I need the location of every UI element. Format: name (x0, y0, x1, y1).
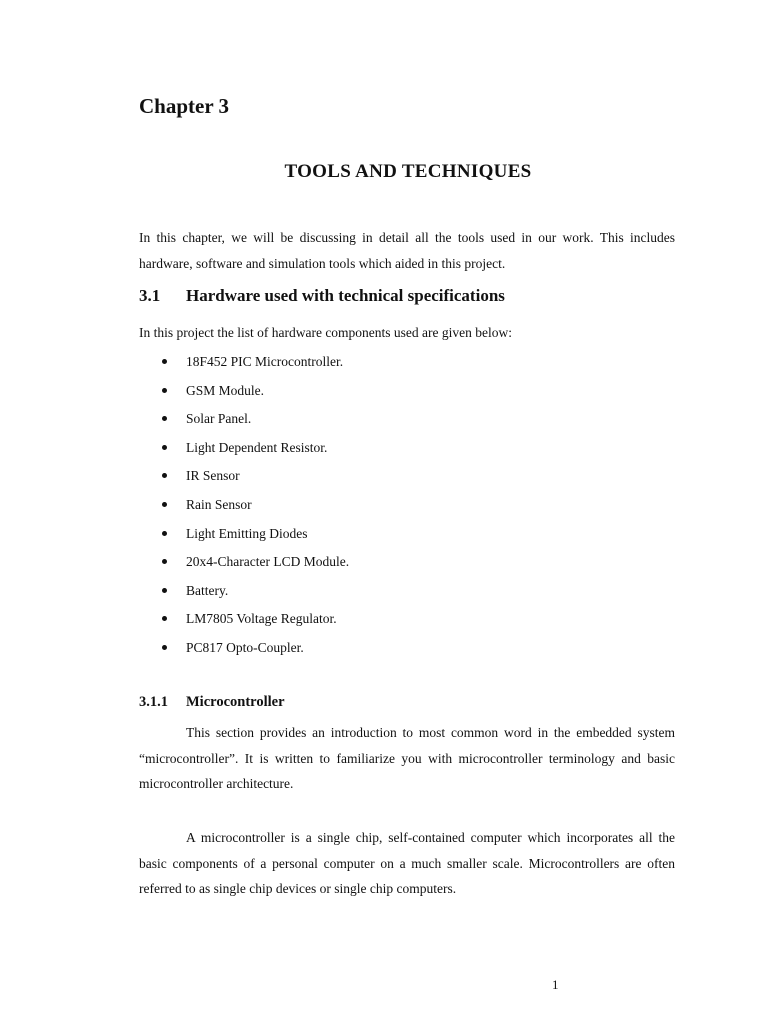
bullet-icon (162, 445, 167, 450)
subsection-title: Microcontroller (186, 694, 285, 710)
list-item (162, 436, 349, 465)
list-item (162, 407, 349, 436)
list-item-label: IR Sensor (186, 468, 240, 484)
microcontroller-paragraph-2: A microcontroller is a single chip, self-contained computer which incorporates all the basic components of a personal computer on a much smaller scale. Microcontrollers are often referred to as single chip devices or single chip computers. (139, 830, 675, 896)
list-item (162, 636, 349, 665)
list-item (162, 493, 349, 522)
bullet-icon (162, 616, 167, 621)
bullet-icon (162, 359, 167, 364)
list-item (162, 464, 349, 493)
section-number: 3.1 (139, 286, 161, 305)
list-item-label: LM7805 Voltage Regulator. (186, 611, 337, 627)
subsection-heading (139, 694, 285, 711)
bullet-icon (162, 388, 167, 393)
list-item (162, 350, 349, 379)
list-item-label: Solar Panel. (186, 411, 252, 427)
section-heading (139, 286, 505, 306)
list-item-label: Light Dependent Resistor. (186, 439, 328, 455)
microcontroller-paragraph-1: This section provides an introduction to most common word in the embedded system “microcontroller”. It is written to familiarize you with microcontroller terminology and basic microcontroller architecture. (139, 725, 675, 791)
bullet-icon (162, 416, 167, 421)
list-item (162, 550, 349, 579)
page-number: 1 (552, 977, 559, 992)
chapter-title: TOOLS AND TECHNIQUES (284, 161, 532, 182)
list-item-label: Rain Sensor (186, 496, 252, 512)
bullet-icon (162, 502, 167, 507)
subsection-number: 3.1.1 (139, 694, 168, 710)
list-item-label: PC817 Opto-Coupler. (186, 639, 304, 655)
section-title: Hardware used with technical specifications (186, 286, 505, 305)
list-item-label: 18F452 PIC Microcontroller. (186, 354, 344, 369)
list-item-label: GSM Module. (186, 382, 265, 398)
bullet-icon (162, 645, 167, 650)
chapter-heading: Chapter 3 (139, 94, 230, 118)
bullet-icon (162, 588, 167, 593)
hardware-list (162, 350, 349, 665)
list-item (162, 379, 349, 408)
bullet-icon (162, 473, 167, 478)
list-item-label: 20x4-Character LCD Module. (186, 554, 350, 570)
bullet-icon (162, 531, 167, 536)
list-item (162, 607, 349, 636)
list-item-label: Battery. (186, 582, 229, 598)
intro-paragraph: In this chapter, we will be discussing in detail all the tools used in our work. This includes hardware, software and simulation tools which aided in this project. (139, 230, 675, 271)
bullet-icon (162, 559, 167, 564)
list-item (162, 522, 349, 551)
hardware-list-intro: In this project the list of hardware components used are given below: (139, 325, 513, 340)
list-item-label: Light Emitting Diodes (186, 525, 308, 541)
list-item (162, 579, 349, 608)
